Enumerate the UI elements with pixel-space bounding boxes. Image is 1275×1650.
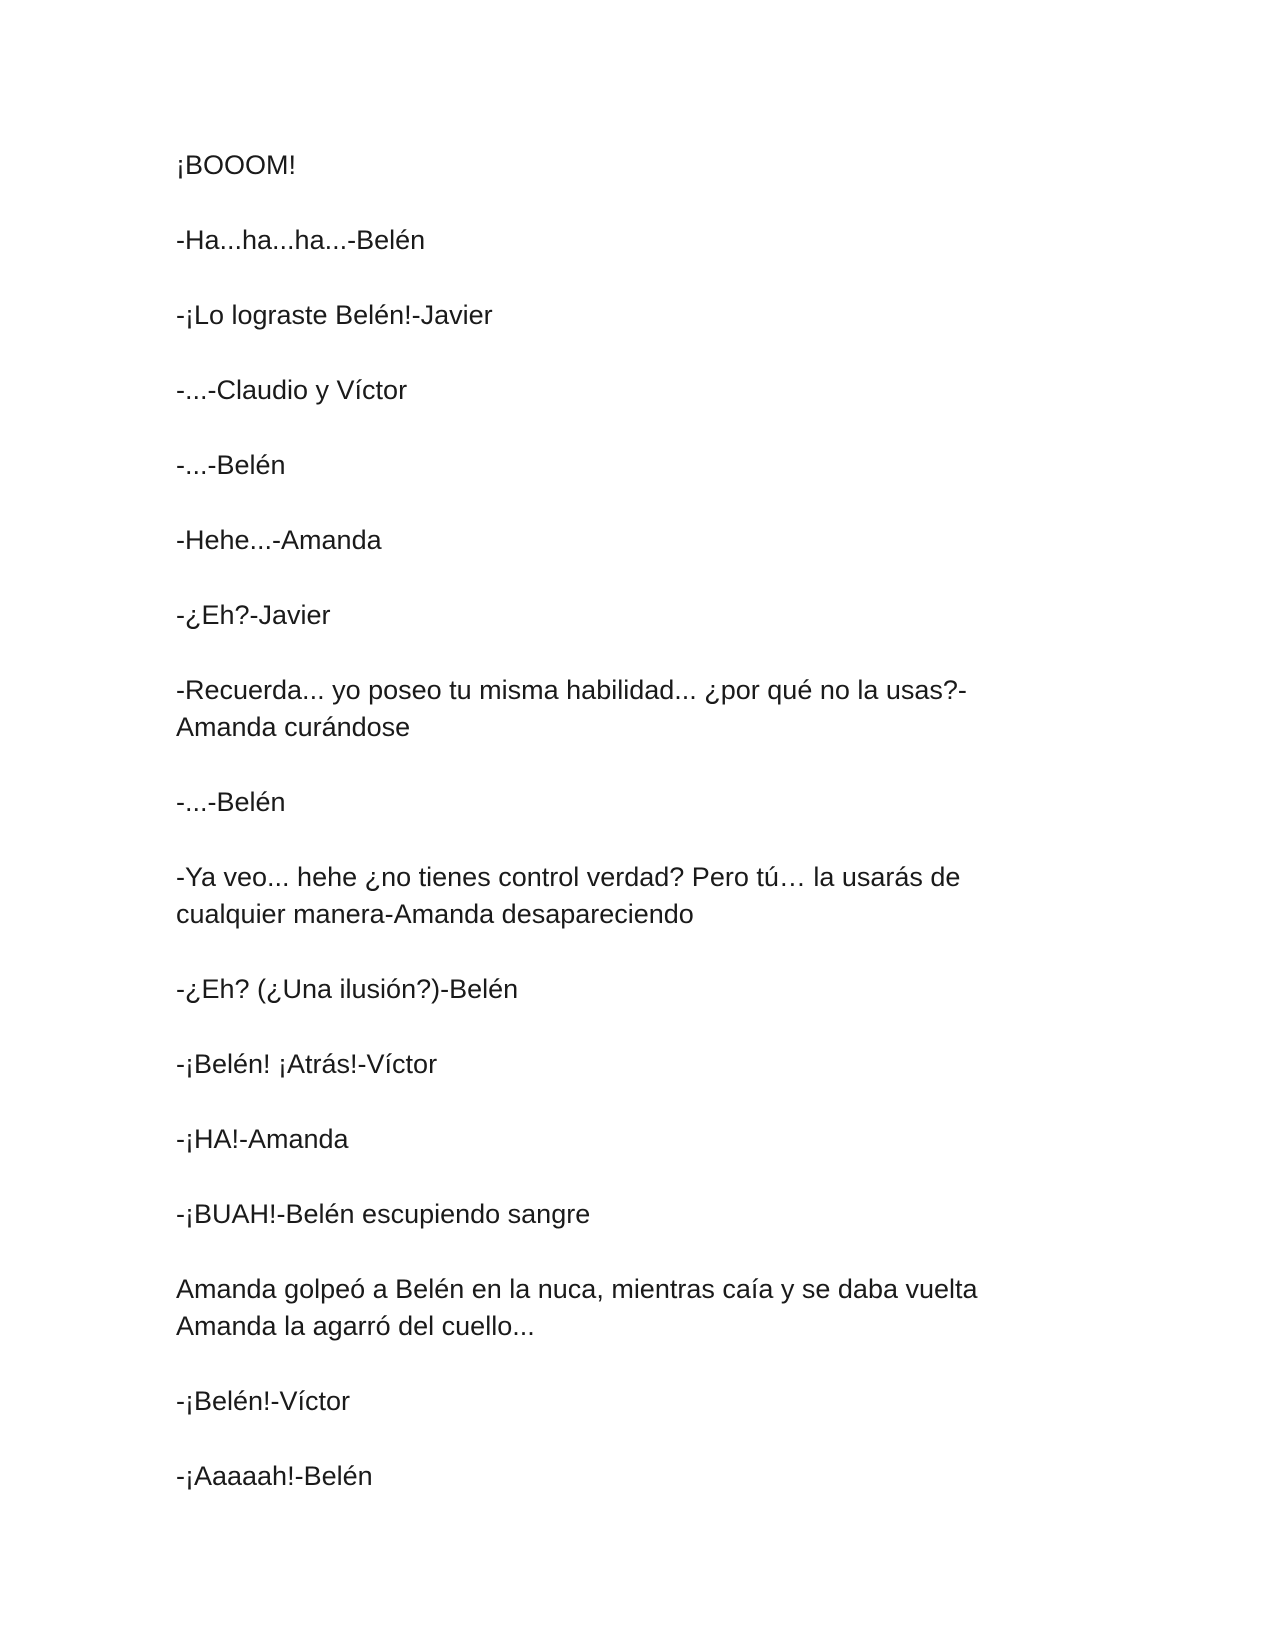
paragraph: -Ya veo... hehe ¿no tienes control verdad? Pero tú… la usarás de cualquier manera-Amanda desapareciendo: [176, 862, 961, 929]
paragraph: -¡Lo lograste Belén!-Javier: [176, 300, 493, 330]
paragraph: -¡HA!-Amanda: [176, 1124, 349, 1154]
paragraph: -...-Claudio y Víctor: [176, 375, 408, 405]
paragraph: -Hehe...-Amanda: [176, 525, 382, 555]
paragraph: -¡BUAH!-Belén escupiendo sangre: [176, 1199, 591, 1229]
paragraph: ¡BOOOM!: [176, 150, 296, 180]
paragraph: -Recuerda... yo poseo tu misma habilidad... ¿por qué no la usas?- Amanda curándose: [176, 675, 967, 742]
paragraph: -¡Belén!-Víctor: [176, 1386, 351, 1416]
paragraph: -Ha...ha...ha...-Belén: [176, 225, 426, 255]
paragraph: -¿Eh? (¿Una ilusión?)-Belén: [176, 974, 519, 1004]
paragraph: -¡Belén! ¡Atrás!-Víctor: [176, 1049, 438, 1079]
paragraph: Amanda golpeó a Belén en la nuca, mientras caía y se daba vuelta Amanda la agarró del cuello...: [176, 1274, 978, 1341]
paragraph: -¿Eh?-Javier: [176, 600, 331, 630]
paragraph: -...-Belén: [176, 787, 286, 817]
document-body: [176, 147, 1056, 1533]
paragraph: -...-Belén: [176, 450, 286, 480]
paragraph: -¡Aaaaah!-Belén: [176, 1461, 373, 1491]
